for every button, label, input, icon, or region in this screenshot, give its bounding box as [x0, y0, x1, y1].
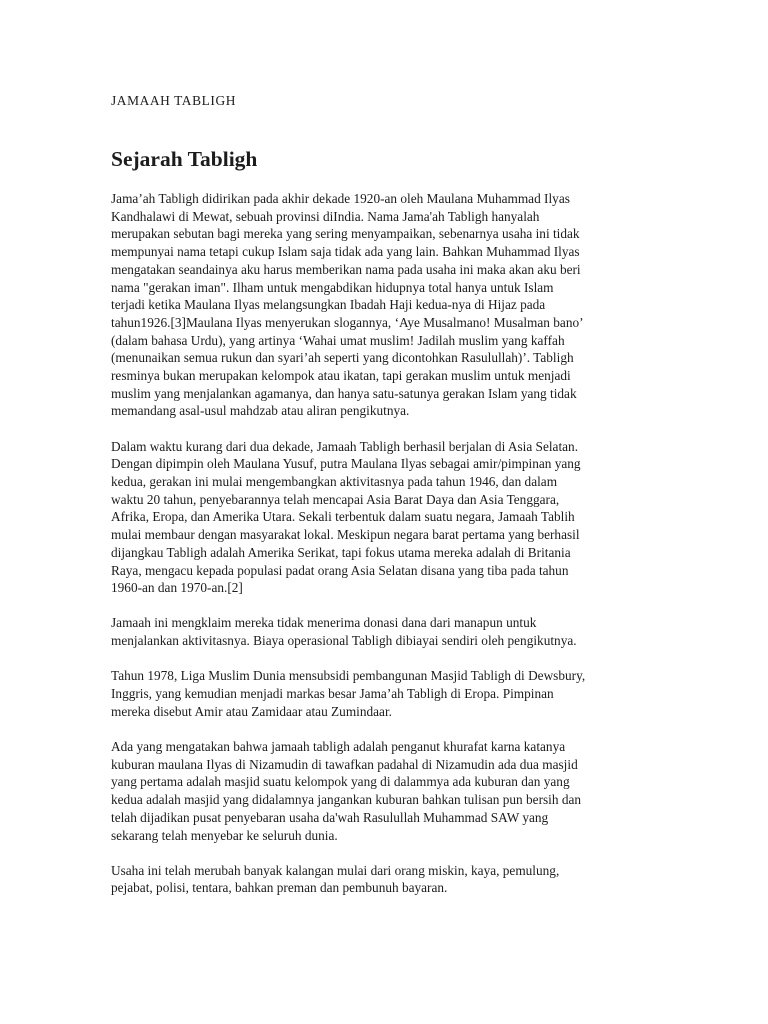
- text-line: terjadi ketika Maulana Ilyas melangsungkan Ibadah Haji kedua-nya di Hijaz pada: [111, 297, 546, 313]
- document-header: JAMAAH TABLIGH: [111, 93, 236, 108]
- text-line: Kandhalawi di Mewat, sebuah provinsi diIndia. Nama Jama'ah Tabligh hanyalah: [111, 208, 540, 224]
- text-line: yang pertama adalah masjid suatu kelompok yang di dalammya ada kuburan dan yang: [111, 774, 570, 790]
- text-line: mengatakan seandainya aku harus memberikan nama pada usaha ini maka akan aku beri: [111, 261, 581, 277]
- paragraph: [111, 738, 646, 844]
- text-line: kedua adalah masjid yang didalamnya jangankan kuburan bahkan tulisan pun bersih dan: [111, 792, 582, 808]
- text-line: Afrika, Eropa, dan Amerika Utara. Sekali terbentuk dalam suatu negara, Jamaah Tablih: [111, 509, 575, 525]
- text-line: pejabat, polisi, tentara, bahkan preman dan pembunuh bayaran.: [111, 880, 448, 896]
- text-line: mempunyai nama tetapi cukup Islam saja tidak ada yang lain. Bahkan Muhammad Ilyas: [111, 244, 580, 260]
- paragraph: [111, 614, 646, 649]
- text-line: Dengan dipimpin oleh Maulana Yusuf, putra Maulana Ilyas sebagai amir/pimpinan yang: [111, 456, 581, 472]
- text-line: sekarang telah menyebar ke seluruh dunia.: [111, 827, 338, 843]
- text-line: Usaha ini telah merubah banyak kalangan mulai dari orang miskin, kaya, pemulung,: [111, 862, 560, 878]
- text-line: telah dijadikan pusat penyebaran usaha da'wah Rasulullah Muhammad SAW yang: [111, 809, 549, 825]
- text-line: mereka disebut Amir atau Zamidaar atau Zumindaar.: [111, 703, 392, 719]
- text-line: Jama’ah Tabligh didirikan pada akhir dekade 1920-an oleh Maulana Muhammad Ilyas: [111, 191, 570, 206]
- paragraph: [111, 862, 646, 897]
- text-line: dijangkau Tabligh adalah Amerika Serikat, tapi fokus utama mereka adalah di Britania: [111, 544, 571, 560]
- paragraph: [111, 438, 646, 597]
- text-line: waktu 20 tahun, penyebarannya telah mencapai Asia Barat Daya dan Asia Tenggara,: [111, 491, 560, 507]
- text-line: 1960-an dan 1970-an.[2]: [111, 580, 243, 596]
- paragraph: [111, 667, 646, 720]
- text-line: (dalam bahasa Urdu), yang artinya ‘Wahai umat muslim! Jadilah muslim yang kaffah: [111, 332, 565, 348]
- text-line: (menunaikan semua rukun dan syari’ah seperti yang dicontohkan Rasulullah)’. Tabligh: [111, 350, 574, 366]
- text-line: Jamaah ini mengklaim mereka tidak menerima donasi dana dari manapun untuk: [111, 615, 537, 631]
- text-line: nama "gerakan iman". Ilham untuk mengabdikan hidupnya total hanya untuk Islam: [111, 279, 554, 295]
- text-line: Tahun 1978, Liga Muslim Dunia mensubsidi pembangunan Masjid Tabligh di Dewsbury,: [111, 668, 586, 684]
- document-title: Sejarah Tabligh: [111, 147, 258, 171]
- text-line: tahun1926.[3]Maulana Ilyas menyerukan slogannya, ‘Aye Musalmano! Musalman bano’: [111, 314, 584, 330]
- paragraph: [111, 190, 646, 420]
- text-line: resminya bukan merupakan kelompok atau ikatan, tapi gerakan muslim untuk menjadi: [111, 368, 571, 384]
- document-body: [111, 190, 646, 915]
- text-line: mulai membaur dengan masyarakat lokal. Meskipun negara barat pertama yang berhasil: [111, 527, 580, 543]
- text-line: menjalankan aktivitasnya. Biaya operasional Tabligh dibiayai sendiri oleh pengikutnya.: [111, 633, 577, 649]
- text-line: kedua, gerakan ini mulai mengembangkan aktivitasnya pada tahun 1946, dan dalam: [111, 474, 558, 490]
- document-content: [111, 91, 646, 896]
- text-line: memandang asal-usul mahdzab atau aliran pengikutnya.: [111, 403, 410, 419]
- text-line: Raya, mengacu kepada populasi padat orang Asia Selatan disana yang tiba pada tahun: [111, 562, 569, 578]
- text-line: kuburan maulana Ilyas di Nizamudin di tawafkan padahal di Nizamudin ada dua masjid: [111, 756, 578, 772]
- text-line: Inggris, yang kemudian menjadi markas besar Jama’ah Tabligh di Eropa. Pimpinan: [111, 686, 554, 702]
- text-line: merupakan sebutan bagi mereka yang sering menyampaikan, sebenarnya usaha ini tidak: [111, 226, 580, 242]
- text-line: Ada yang mengatakan bahwa jamaah tabligh adalah penganut khurafat karna katanya: [111, 738, 566, 754]
- text-line: muslim yang menjalankan agamanya, dan hanya satu-satunya gerakan Islam yang tidak: [111, 385, 577, 401]
- text-line: Dalam waktu kurang dari dua dekade, Jamaah Tabligh berhasil berjalan di Asia Selatan.: [111, 438, 579, 454]
